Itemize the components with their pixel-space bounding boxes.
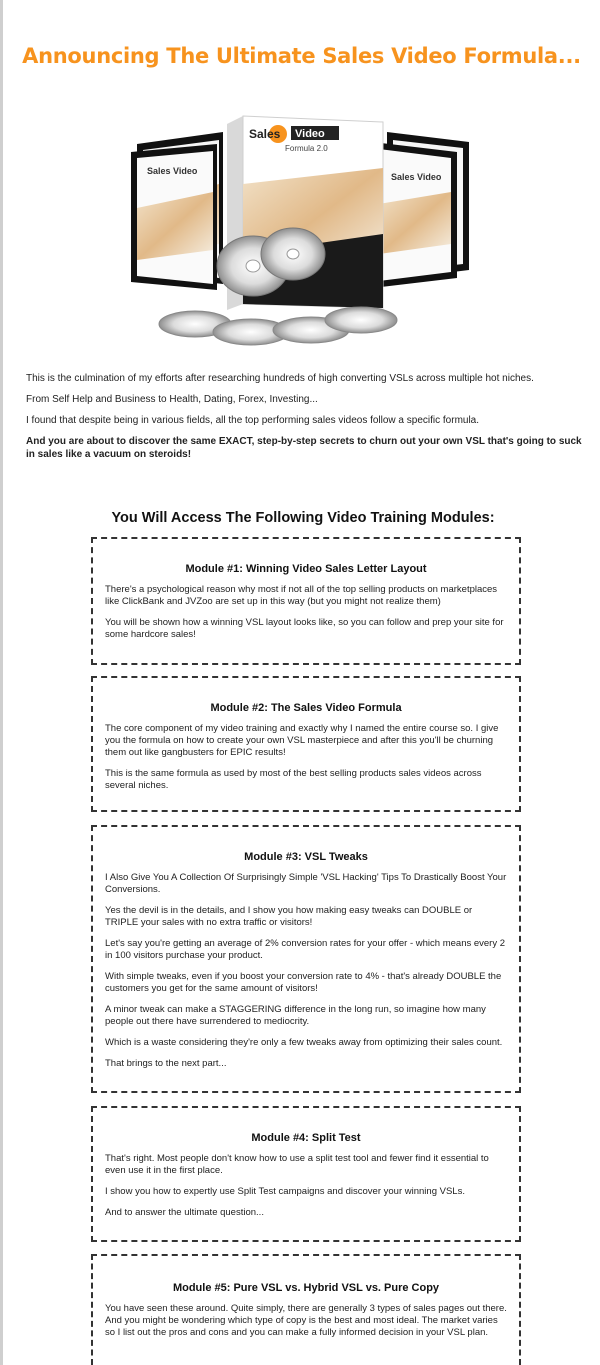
intro-section [26, 372, 586, 469]
module-paragraph: There's a psychological reason why most if not all of the top selling products on marketplaces like ClickBank and JVZoo are set up in this way (but you might not realize them) [105, 584, 498, 607]
intro-paragraph: This is the culmination of my efforts after researching hundreds of high converting VSLs across multiple hot niches. [26, 373, 534, 384]
module-paragraph: That brings to the next part... [105, 1058, 227, 1069]
product-box-graphic [125, 104, 481, 354]
module-box-1 [91, 537, 521, 665]
svg-text:Video: Video [295, 128, 325, 140]
intro-paragraph: From Self Help and Business to Health, Dating, Forex, Investing... [26, 394, 318, 405]
module-paragraph: The core component of my video training and exactly why I named the entire course so. I give you the formula on how to create your own VSL masterpiece and after this you'll be churning them out like gangbusters for EPIC results! [105, 723, 499, 758]
module-paragraph: And to answer the ultimate question... [105, 1207, 264, 1218]
module-paragraph: With simple tweaks, even if you boost your conversion rate to 4% - that's already DOUBLE the customers you get for the same amount of visitors! [105, 971, 502, 994]
module-paragraph: You will be shown how a winning VSL layout looks like, so you can follow and prep your site for some hardcore sales! [105, 617, 504, 640]
module-paragraph: You have seen these around. Quite simply, there are generally 3 types of sales pages out there. And you might be wondering which type of copy is the best and most ideal. The market varies so I list out the pros and cons and you can make a fully informed decision in your VSL plan. [105, 1303, 507, 1338]
module-paragraph: That's right. Most people don't know how to use a split test tool and fewer find it essential to even use it in the first place. [105, 1153, 489, 1176]
dvd-case-left-front [131, 144, 217, 290]
module-paragraph: I Also Give You A Collection Of Surprisingly Simple 'VSL Hacking' Tips To Drastically Boost Your Conversions. [105, 872, 507, 895]
dvd-case-right-front [373, 142, 457, 288]
module-paragraph: A minor tweak can make a STAGGERING difference in the long run, so imagine how many people out there have surrendered to mediocrity. [105, 1004, 486, 1027]
modules-heading: You Will Access The Following Video Training Modules: [111, 510, 495, 526]
svg-text:Sales: Sales [249, 127, 281, 141]
module-box-3 [91, 825, 521, 1093]
product-bundle-image [125, 104, 481, 354]
module-title: Module #2: The Sales Video Formula [210, 702, 402, 714]
svg-text:Sales Video: Sales Video [147, 166, 198, 176]
intro-paragraph: I found that despite being in various fields, all the top performing sales videos follow a specific formula. [26, 415, 480, 426]
intro-bold-paragraph: And you are about to discover the same EXACT, step-by-step secrets to churn out your own VSL that's going to suck in sales like a vacuum on steroids! [26, 436, 582, 460]
disc-bottom-row [159, 307, 397, 345]
svg-text:Sales Video: Sales Video [391, 172, 442, 182]
module-paragraph: Which is a waste considering they're only a few tweaks away from optimizing their sales count. [105, 1037, 503, 1048]
disc-front-right [261, 228, 325, 280]
module-box-2 [91, 676, 521, 812]
page-headline: Announcing The Ultimate Sales Video Formula... [22, 44, 581, 68]
module-paragraph: This is the same formula as used by most of the best selling products sales videos across several niches. [105, 768, 482, 791]
module-title: Module #1: Winning Video Sales Letter Layout [185, 563, 427, 575]
module-paragraph: I show you how to expertly use Split Test campaigns and discover your winning VSLs. [105, 1186, 465, 1197]
module-box-5 [91, 1254, 521, 1365]
module-box-4 [91, 1106, 521, 1242]
module-paragraph: Let's say you're getting an average of 2% conversion rates for your offer - which means every 2 in 100 visitors purchase your product. [105, 938, 506, 961]
module-title: Module #5: Pure VSL vs. Hybrid VSL vs. Pure Copy [172, 1282, 440, 1294]
module-paragraph: Yes the devil is in the details, and I show you how making easy tweaks can DOUBLE or TRIPLE your sales with no extra traffic or visitors! [105, 905, 473, 928]
module-title: Module #3: VSL Tweaks [244, 851, 368, 863]
module-title: Module #4: Split Test [251, 1132, 361, 1144]
svg-text:Formula 2.0: Formula 2.0 [285, 144, 328, 153]
